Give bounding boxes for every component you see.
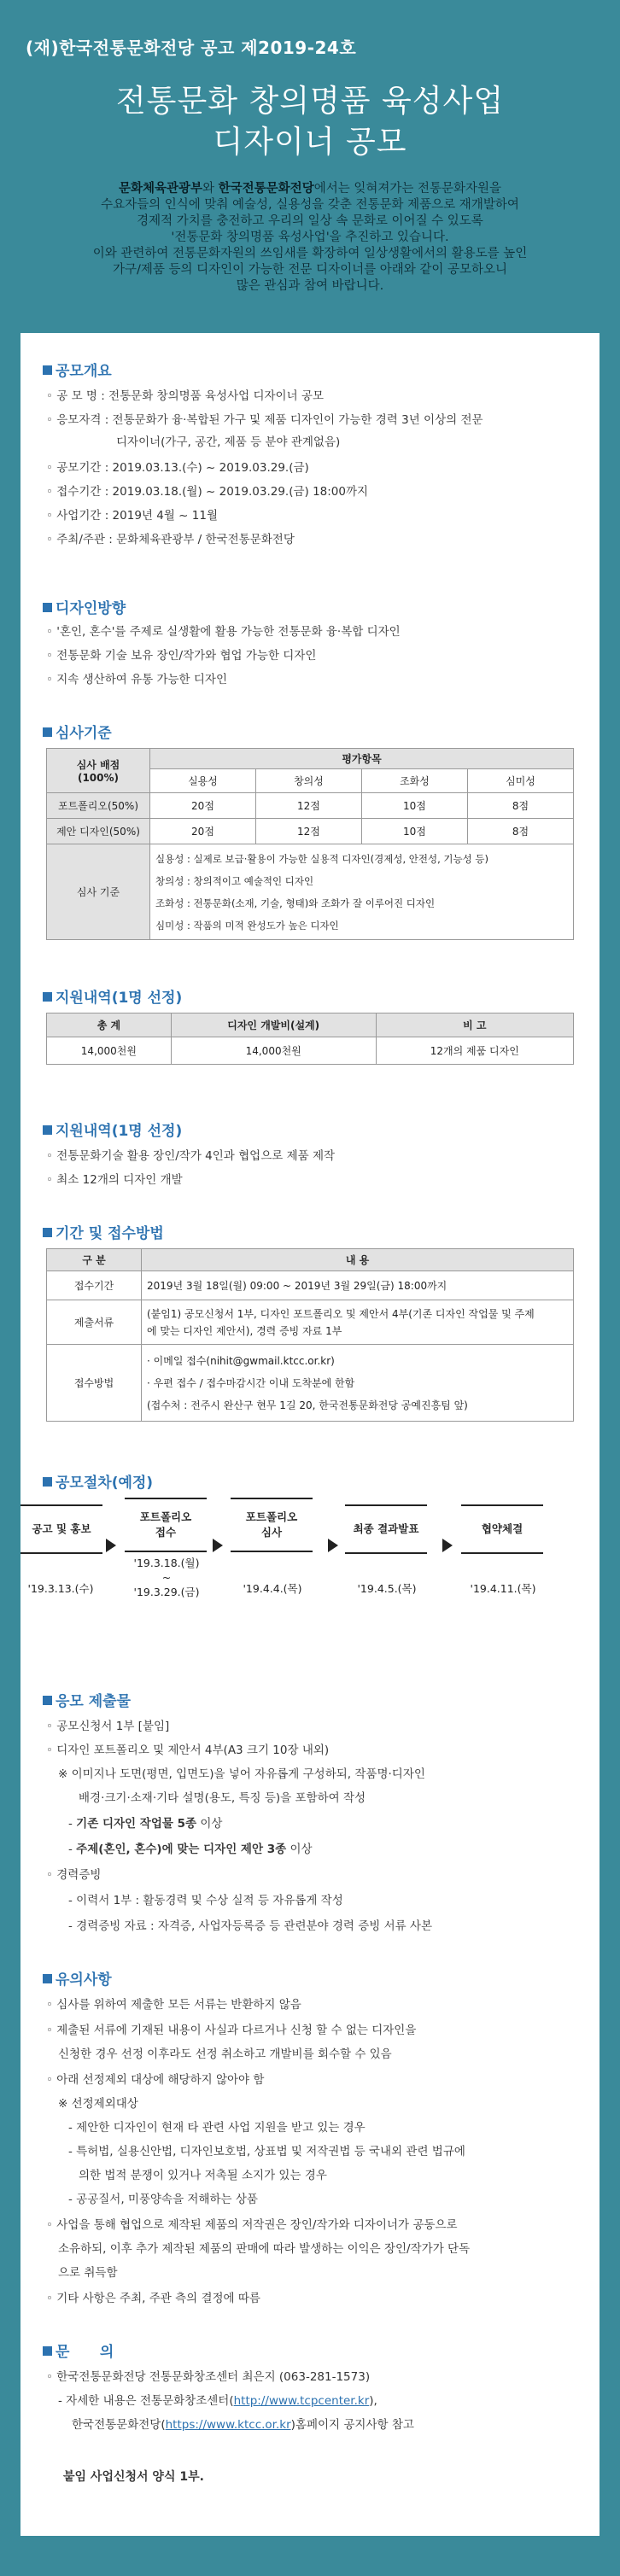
note-exclusion: ※ 선정제외대상 bbox=[58, 2097, 138, 2111]
section-submission-title bbox=[43, 1689, 131, 1710]
step-portfolio-receipt bbox=[125, 1498, 207, 1552]
page-title: 전통문화 창의명품 육성사업 bbox=[115, 84, 505, 119]
method-email: · 이메일 접수(nihit@gwmail.ktcc.or.kr) bbox=[147, 1354, 335, 1367]
square-bullet-icon bbox=[43, 992, 52, 1002]
col-design-cost: 디자인 개발비(설계) bbox=[171, 1013, 376, 1037]
step-label: 최종 결과발표 bbox=[353, 1522, 419, 1535]
section-contact-title bbox=[43, 2339, 114, 2361]
attachment-note: 붙임 사업신청서 양식 1부. bbox=[63, 2470, 204, 2484]
contact-3 bbox=[72, 2415, 414, 2432]
section-title-text: 응모 제출물 bbox=[56, 1693, 132, 1710]
square-bullet-icon bbox=[43, 1974, 52, 1983]
contact-2-post: ), bbox=[369, 2394, 377, 2408]
intro-line7: 많은 관심과 참여 바랍니다. bbox=[236, 279, 384, 293]
table-row bbox=[47, 1271, 574, 1300]
table-row bbox=[47, 844, 574, 940]
square-bullet-icon bbox=[43, 1228, 52, 1237]
docs-line1: (붙임1) 공모신청서 1부, 디자인 포트폴리오 및 제안서 4부(기존 디자인 작업물 및 주제 bbox=[147, 1307, 535, 1320]
square-bullet-icon bbox=[43, 1477, 52, 1487]
dash: - bbox=[68, 1843, 77, 1856]
docs-line2: 에 맞는 디자인 제안서), 경력 증빙 자료 1부 bbox=[147, 1324, 342, 1337]
ktcc-link[interactable]: https://www.ktcc.or.kr bbox=[165, 2418, 291, 2432]
section-schedule-title bbox=[43, 1221, 164, 1242]
intro-line3: 경제적 가치를 충전하고 우리의 일상 속 문화로 이어질 수 있도록 bbox=[137, 214, 483, 228]
std-harmony: 조화성 : 전통문화(소재, 기술, 형태)와 조화가 잘 이루어진 디자인 bbox=[155, 897, 436, 909]
row-label: 심사 기준 bbox=[47, 844, 150, 940]
submission-proof: - 경력증빙 자료 : 자격증, 사업자등록증 등 관련분야 경력 증빙 서류 사본 bbox=[68, 1919, 433, 1933]
criteria-header-pct: (100%) bbox=[77, 772, 120, 784]
step-label2: 심사 bbox=[260, 1526, 283, 1539]
note-exclusion-1: - 제안한 디자인이 현재 타 관련 사업 지원을 받고 있는 경우 bbox=[68, 2121, 366, 2135]
step-date: '19.4.5.(목) bbox=[357, 1582, 417, 1595]
intro-line2: 수요자들의 인식에 맞춰 예술성, 실용성을 갖춘 전통문화 제품으로 재개발하여 bbox=[101, 198, 519, 212]
content-panel bbox=[20, 333, 600, 2536]
note-4: ◦ 사업을 통해 협업으로 제작된 제품의 저작권은 장인/작가와 디자이너가 공동으로 bbox=[46, 2215, 458, 2232]
note-4-cont2: 으로 취득함 bbox=[58, 2266, 118, 2280]
std-practicality: 실용성 : 실제로 보급·활용이 가능한 실용적 디자인(경제성, 안전성, 기능성 등) bbox=[155, 852, 488, 865]
section-title-text: 공모개요 bbox=[56, 363, 112, 380]
table-row bbox=[47, 1300, 574, 1345]
support-detail-1: ◦ 전통문화기술 활용 장인/작가 4인과 협업으로 제품 제작 bbox=[46, 1146, 335, 1163]
table-row bbox=[47, 1037, 574, 1065]
section-overview-title bbox=[43, 359, 112, 380]
overview-eligibility-cont: 디자이너(가구, 공간, 제품 등 분야 관계없음) bbox=[116, 435, 341, 449]
table-row bbox=[47, 819, 574, 844]
method-post: · 우편 접수 / 접수마감시간 이내 도착분에 한함 bbox=[147, 1376, 355, 1389]
support-detail-2: ◦ 최소 12개의 디자인 개발 bbox=[46, 1170, 183, 1187]
section-support-title bbox=[43, 985, 182, 1007]
overview-eligibility: ◦ 응모자격 : 전통문화가 융·복합된 가구 및 제품 디자인이 가능한 경력 3년 이상의 전문 bbox=[46, 410, 483, 427]
cell: 20점 bbox=[150, 819, 256, 844]
submission-existing-bold: 기존 디자인 작업물 5종 bbox=[76, 1817, 197, 1831]
items-header: 평가항목 bbox=[150, 749, 574, 769]
square-bullet-icon bbox=[43, 365, 52, 375]
overview-name: ◦ 공 모 명 : 전통문화 창의명품 육성사업 디자이너 공모 bbox=[46, 386, 324, 403]
arrow-right-icon bbox=[442, 1539, 453, 1552]
submission-proposal bbox=[68, 1839, 313, 1856]
cell: 8점 bbox=[467, 819, 573, 844]
step-label: 협약체결 bbox=[481, 1522, 523, 1535]
step-date-tilde: ~ bbox=[161, 1571, 172, 1584]
col-creativity: 창의성 bbox=[255, 769, 361, 793]
intro-line5: 이와 관련하여 전통문화자원의 쓰임새를 확장하여 일상생활에서의 활용도를 높인 bbox=[92, 247, 528, 260]
note-2: ◦ 제출된 서류에 기재된 내용이 사실과 다르거나 신청 할 수 없는 디자인을 bbox=[46, 2020, 416, 2037]
cell: 8점 bbox=[467, 793, 573, 819]
contact-2 bbox=[58, 2391, 377, 2408]
notice-number: (재)한국전통문화전당 공고 제2019-24호 bbox=[26, 38, 357, 58]
cell bbox=[142, 1300, 574, 1345]
intro-line1: 에서는 잊혀져가는 전통문화자원을 bbox=[313, 182, 502, 196]
page-subtitle: 디자이너 공모 bbox=[213, 125, 407, 160]
direction-2: ◦ 전통문화 기술 보유 장인/작가와 협업 가능한 디자인 bbox=[46, 645, 316, 663]
row-label: 제안 디자인(50%) bbox=[47, 819, 150, 844]
header bbox=[0, 0, 620, 316]
section-title-text: 공모절차(예정) bbox=[56, 1475, 154, 1492]
row-label: 접수기간 bbox=[47, 1271, 142, 1300]
table-row bbox=[47, 1345, 574, 1422]
row-label: 포트폴리오(50%) bbox=[47, 793, 150, 819]
direction-3: ◦ 지속 생산하여 유통 가능한 디자인 bbox=[46, 669, 227, 686]
criteria-header bbox=[47, 749, 150, 793]
step-label: 공고 및 홍보 bbox=[32, 1522, 91, 1535]
note-exclusion-3: - 공공질서, 미풍양속을 저해하는 상품 bbox=[68, 2193, 258, 2206]
square-bullet-icon bbox=[43, 727, 52, 737]
section-title-text: 유의사항 bbox=[56, 1971, 112, 1989]
intro-line6: 가구/제품 등의 디자인이 가능한 전문 디자이너를 아래와 같이 공모하오니 bbox=[113, 263, 507, 277]
cell: 12개의 제품 디자인 bbox=[376, 1037, 573, 1065]
col-practicality: 실용성 bbox=[150, 769, 256, 793]
criteria-header-text: 심사 배점 bbox=[76, 759, 120, 771]
submission-proposal-post: 이상 bbox=[286, 1843, 313, 1856]
section-criteria-title bbox=[43, 721, 112, 742]
std-aesthetics: 심미성 : 작품의 미적 완성도가 높은 디자인 bbox=[155, 919, 339, 932]
contact-1: ◦ 한국전통문화전당 전통문화창조센터 최은지 (063-281-1573) bbox=[46, 2367, 370, 2384]
cell: 10점 bbox=[361, 793, 467, 819]
submission-note: ※ 이미지나 도면(평면, 입면도)을 넣어 자유롭게 구성하되, 작품명·디자인 bbox=[58, 1767, 425, 1781]
org-ktcc: 한국전통문화전당 bbox=[218, 182, 314, 196]
criteria-description bbox=[150, 844, 574, 940]
step-label: 포트폴리오 bbox=[245, 1510, 298, 1523]
contact-2-pre: - 자세한 내용은 전통문화창조센터( bbox=[58, 2394, 234, 2408]
cell: 14,000천원 bbox=[171, 1037, 376, 1065]
note-2-cont: 신청한 경우 선정 이후라도 선정 취소하고 개발비를 회수할 수 있음 bbox=[58, 2047, 392, 2061]
note-exclusion-2-cont: 의한 법적 분쟁이 있거나 저촉될 소지가 있는 경우 bbox=[79, 2169, 327, 2182]
col-remarks: 비 고 bbox=[376, 1013, 573, 1037]
overview-period: ◦ 공모기간 : 2019.03.13.(수) ~ 2019.03.29.(금) bbox=[46, 458, 309, 475]
intro-joiner: 와 bbox=[202, 182, 219, 196]
submission-resume: - 이력서 1부 : 활동경력 및 수상 실적 등 자유롭게 작성 bbox=[68, 1894, 343, 1907]
cell bbox=[142, 1345, 574, 1422]
method-address: (접수처 : 전주시 완산구 현무 1길 20, 한국전통문화전당 공예진흥팀 앞) bbox=[147, 1399, 468, 1411]
row-label: 제출서류 bbox=[47, 1300, 142, 1345]
section-title-text: 지원내역(1명 선정) bbox=[56, 1123, 183, 1140]
direction-1: ◦ '혼인, 혼수'를 주제로 실생활에 활용 가능한 전통문화 융·복합 디자인 bbox=[46, 622, 401, 639]
tcpcenter-link[interactable]: http://www.tcpcenter.kr bbox=[233, 2394, 370, 2408]
note-3: ◦ 아래 선정제외 대상에 해당하지 않아야 함 bbox=[46, 2070, 264, 2087]
square-bullet-icon bbox=[43, 603, 52, 612]
col-content: 내 용 bbox=[142, 1249, 574, 1271]
note-1: ◦ 심사를 위하여 제출한 모든 서류는 반환하지 않음 bbox=[46, 1995, 301, 2012]
section-design-direction-title bbox=[43, 596, 126, 617]
section-support2-title bbox=[43, 1119, 182, 1140]
section-title-text: 디자인방향 bbox=[56, 600, 126, 617]
cell: 12점 bbox=[255, 793, 361, 819]
step-label2: 접수 bbox=[155, 1526, 177, 1539]
step-agreement bbox=[461, 1504, 543, 1554]
square-bullet-icon bbox=[43, 1125, 52, 1135]
overview-host: ◦ 주최/주관 : 문화체육관광부 / 한국전통문화전당 bbox=[46, 529, 295, 546]
schedule-table bbox=[46, 1248, 574, 1422]
step-date-range bbox=[120, 1556, 213, 1599]
submission-2: ◦ 디자인 포트폴리오 및 제안서 4부(A3 크기 10장 내외) bbox=[46, 1740, 329, 1757]
submission-proposal-bold: 주제(혼인, 혼수)에 맞는 디자인 제안 3종 bbox=[76, 1843, 287, 1856]
step-final-result bbox=[345, 1504, 427, 1554]
criteria-table bbox=[46, 748, 574, 940]
col-harmony: 조화성 bbox=[361, 769, 467, 793]
table-row bbox=[47, 793, 574, 819]
contact-3-pre: 한국전통문화전당( bbox=[72, 2418, 166, 2432]
step-date: '19.3.13.(수) bbox=[27, 1582, 94, 1595]
note-4-cont: 소유하되, 이후 추가 제작된 제품의 판매에 따라 발생하는 이익은 장인/작가가 단독 bbox=[58, 2242, 471, 2256]
submission-existing-post: 이상 bbox=[196, 1817, 223, 1831]
overview-reception: ◦ 접수기간 : 2019.03.18.(월) ~ 2019.03.29.(금) 18:00까지 bbox=[46, 482, 368, 499]
arrow-right-icon bbox=[328, 1539, 338, 1552]
step-portfolio-review bbox=[231, 1498, 313, 1552]
step-label: 포트폴리오 bbox=[139, 1510, 192, 1523]
square-bullet-icon bbox=[43, 2346, 52, 2356]
support-table bbox=[46, 1013, 574, 1065]
step-date: '19.4.11.(목) bbox=[470, 1582, 536, 1595]
dash: - bbox=[68, 1817, 77, 1831]
section-title-text: 지원내역(1명 선정) bbox=[56, 990, 183, 1007]
note-5: ◦ 기타 사항은 주최, 주관 측의 결정에 따름 bbox=[46, 2288, 260, 2305]
std-creativity: 창의성 : 창의적이고 예술적인 디자인 bbox=[155, 874, 314, 887]
note-exclusion-2: - 특허법, 실용신안법, 디자인보호법, 상표법 및 저작권법 등 국내외 관련 법규에 bbox=[68, 2145, 465, 2158]
cell: 20점 bbox=[150, 793, 256, 819]
col-category: 구 분 bbox=[47, 1249, 142, 1271]
step-date-end: '19.3.29.(금) bbox=[133, 1586, 200, 1598]
col-total: 총 계 bbox=[47, 1013, 172, 1037]
arrow-right-icon bbox=[213, 1539, 223, 1552]
square-bullet-icon bbox=[43, 1696, 52, 1705]
row-label: 접수방법 bbox=[47, 1345, 142, 1422]
submission-1: ◦ 공모신청서 1부 [붙임] bbox=[46, 1716, 169, 1733]
contact-3-post: )홈페이지 공지사항 참고 bbox=[290, 2418, 414, 2432]
step-date-start: '19.3.18.(월) bbox=[133, 1557, 200, 1569]
step-date: '19.4.4.(목) bbox=[243, 1582, 302, 1595]
section-notes-title bbox=[43, 1967, 112, 1989]
section-title-text: 기간 및 접수방법 bbox=[56, 1225, 164, 1242]
step-announce bbox=[20, 1504, 102, 1554]
org-mcst: 문화체육관광부 bbox=[118, 182, 203, 196]
section-process-title bbox=[43, 1470, 153, 1492]
cell: 2019년 3월 18일(월) 09:00 ~ 2019년 3월 29일(금) 18:00까지 bbox=[142, 1271, 574, 1300]
intro-line4: '전통문화 창의명품 육성사업'을 추진하고 있습니다. bbox=[171, 231, 449, 244]
submission-note-cont: 배경·크기·소재·기타 설명(용도, 특징 등)을 포함하여 작성 bbox=[79, 1791, 366, 1805]
cell: 12점 bbox=[255, 819, 361, 844]
section-title-text: 심사기준 bbox=[56, 725, 112, 742]
arrow-right-icon bbox=[106, 1539, 116, 1552]
section-title-text: 문 의 bbox=[56, 2344, 114, 2361]
col-aesthetics: 심미성 bbox=[467, 769, 573, 793]
submission-existing bbox=[68, 1814, 222, 1831]
cell: 10점 bbox=[361, 819, 467, 844]
cell: 14,000천원 bbox=[47, 1037, 172, 1065]
submission-career: ◦ 경력증빙 bbox=[46, 1865, 101, 1882]
intro-text bbox=[17, 181, 603, 295]
overview-business-period: ◦ 사업기간 : 2019년 4월 ~ 11월 bbox=[46, 505, 218, 523]
